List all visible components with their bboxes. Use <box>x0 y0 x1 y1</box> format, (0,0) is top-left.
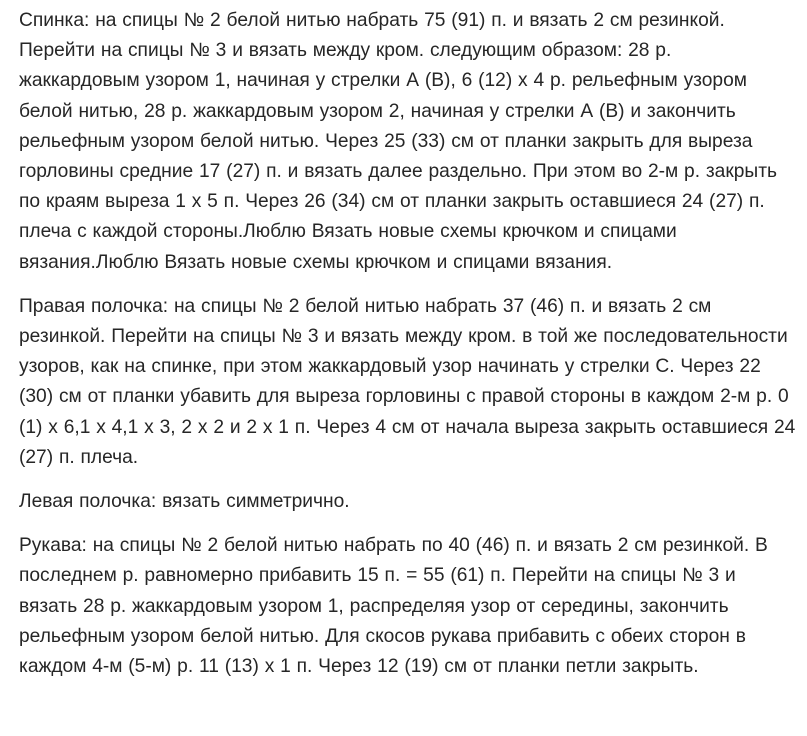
paragraph-back-piece: Спинка: на спицы № 2 белой нитью набрать 75 (91) п. и вязать 2 см резинкой. Перейти на спицы № 3 и вязать между кром. следующим образом: 28 р. жаккардовым узором 1, начиная у стрелки А (В), 6 (12) х 4 р. рельефным узором белой нитью, 28 р. жаккардовым узором 2, начиная у стрелки А (В) и закончить рельефным узором белой нитью. Через 25 (33) см от планки закрыть для выреза горловины средние 17 (27) п. и вязать далее раздельно. При этом во 2-м р. закрыть по краям выреза 1 х 5 п. Через 26 (34) см от планки закрыть оставшиеся 24 (27) п. плеча с каждой стороны.Люблю Вязать новые схемы крючком и спицами вязания.Люблю Вязать новые схемы крючком и спицами вязания. <box>19 10 777 273</box>
paragraph-left-front: Левая полочка: вязать симметрично. <box>19 491 350 513</box>
paragraph-right-front: Правая полочка: на спицы № 2 белой нитью набрать 37 (46) п. и вязать 2 см резинкой. Перейти на спицы № 3 и вязать между кром. в той же последовательности узоров, как на спинке, при этом жаккардовый узор начинать у стрелки С. Через 22 (30) см от планки убавить для выреза горловины с правой стороны в каждом 2-м р. 0 (1) х 6,1 х 4,1 х 3, 2 х 2 и 2 х 1 п. Через 4 см от начала выреза закрыть оставшиеся 24 (27) п. плеча. <box>19 295 796 468</box>
paragraph-sleeves: Рукава: на спицы № 2 белой нитью набрать по 40 (46) п. и вязать 2 см резинкой. В последнем р. равномерно прибавить 15 п. = 55 (61) п. Перейти на спицы № 3 и вязать 28 р. жаккардовым узором 1, распределяя узор от середины, закончить рельефным узором белой нитью. Для скосов рукава прибавить с обеих сторон в каждом 4-м (5-м) р. 11 (13) х 1 п. Через 12 (19) см от планки петли закрыть. <box>19 535 768 678</box>
